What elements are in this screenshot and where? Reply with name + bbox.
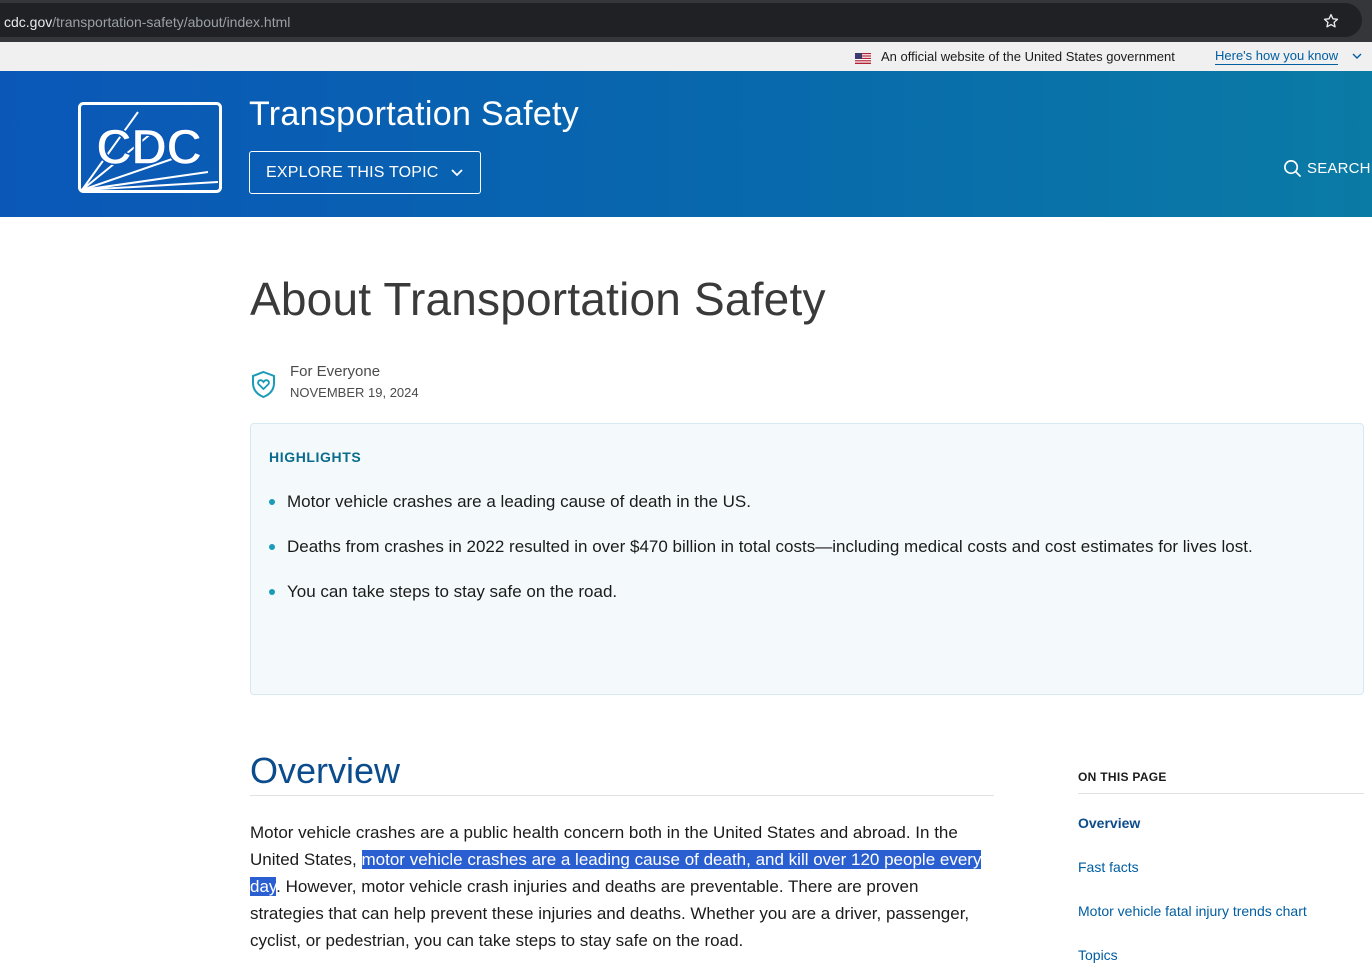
highlight-text: You can take steps to stay safe on the road. [287, 582, 618, 601]
explore-this-topic-button[interactable] [249, 151, 481, 194]
toc-link-fast-facts[interactable]: Fast facts [1078, 859, 1139, 875]
list-item [269, 488, 1329, 515]
browser-toolbar [0, 0, 1372, 42]
url-text[interactable] [4, 14, 290, 30]
divider [1078, 793, 1364, 794]
overview-text: . However, motor vehicle crash injuries and deaths are preventable. There are proven strategies that can help prevent these injuries and deaths. Whether you are a driver, passenger, cyclist, or pedestrian, you can take steps to stay safe on the road. [250, 877, 970, 950]
bullet-icon [269, 589, 275, 595]
publish-date: NOVEMBER 19, 2024 [290, 385, 419, 400]
list-item [269, 533, 1329, 560]
gov-banner [0, 42, 1372, 71]
logo-text: CDC [96, 119, 202, 175]
page-title: About Transportation Safety [250, 273, 826, 325]
us-flag-icon [855, 53, 871, 64]
on-this-page-title: ON THIS PAGE [1078, 770, 1167, 784]
audience-label: For Everyone [290, 363, 381, 380]
chevron-down-icon[interactable] [1352, 52, 1362, 60]
bullet-icon [269, 499, 275, 505]
toc-link-overview[interactable]: Overview [1078, 815, 1141, 831]
overview-text: Motor vehicle crashes are a public health concern both in the United States and abroad. In the United States, [250, 823, 958, 869]
highlights-list [269, 488, 1329, 623]
chevron-down-icon [451, 168, 463, 177]
divider [250, 795, 994, 796]
overview-paragraph [250, 819, 990, 954]
search-label: SEARCH [1307, 159, 1371, 177]
heres-how-you-know-link[interactable]: Here's how you know [1215, 48, 1339, 63]
address-bar[interactable] [0, 3, 1362, 37]
shield-heart-icon [250, 370, 277, 399]
search-icon [1283, 159, 1302, 178]
highlight-text: Deaths from crashes in 2022 resulted in over $470 billion in total costs—including medical costs and cost estimates for lives lost. [287, 537, 1253, 556]
toc-link-topics[interactable]: Topics [1078, 947, 1118, 963]
url-domain: cdc.gov [4, 14, 53, 30]
list-item [269, 578, 1329, 605]
gov-banner-text: An official website of the United States government [881, 49, 1175, 64]
toc-link-trends-chart[interactable]: Motor vehicle fatal injury trends chart [1078, 903, 1307, 919]
site-header [0, 71, 1372, 217]
selected-text[interactable]: motor vehicle crashes are a leading cause of death, and kill over 120 people every day [250, 850, 982, 896]
topic-title[interactable]: Transportation Safety [249, 95, 580, 133]
url-path: /transportation-safety/about/index.html [52, 14, 291, 30]
cdc-logo[interactable] [78, 102, 222, 193]
highlights-box [250, 423, 1364, 695]
highlight-text: Motor vehicle crashes are a leading cause of death in the US. [287, 492, 751, 511]
explore-button-label: EXPLORE THIS TOPIC [266, 164, 439, 181]
bullet-icon [269, 544, 275, 550]
star-icon[interactable] [1322, 12, 1340, 30]
overview-heading: Overview [250, 750, 401, 791]
highlights-title: HIGHLIGHTS [269, 449, 362, 465]
search-button[interactable] [1283, 157, 1371, 179]
